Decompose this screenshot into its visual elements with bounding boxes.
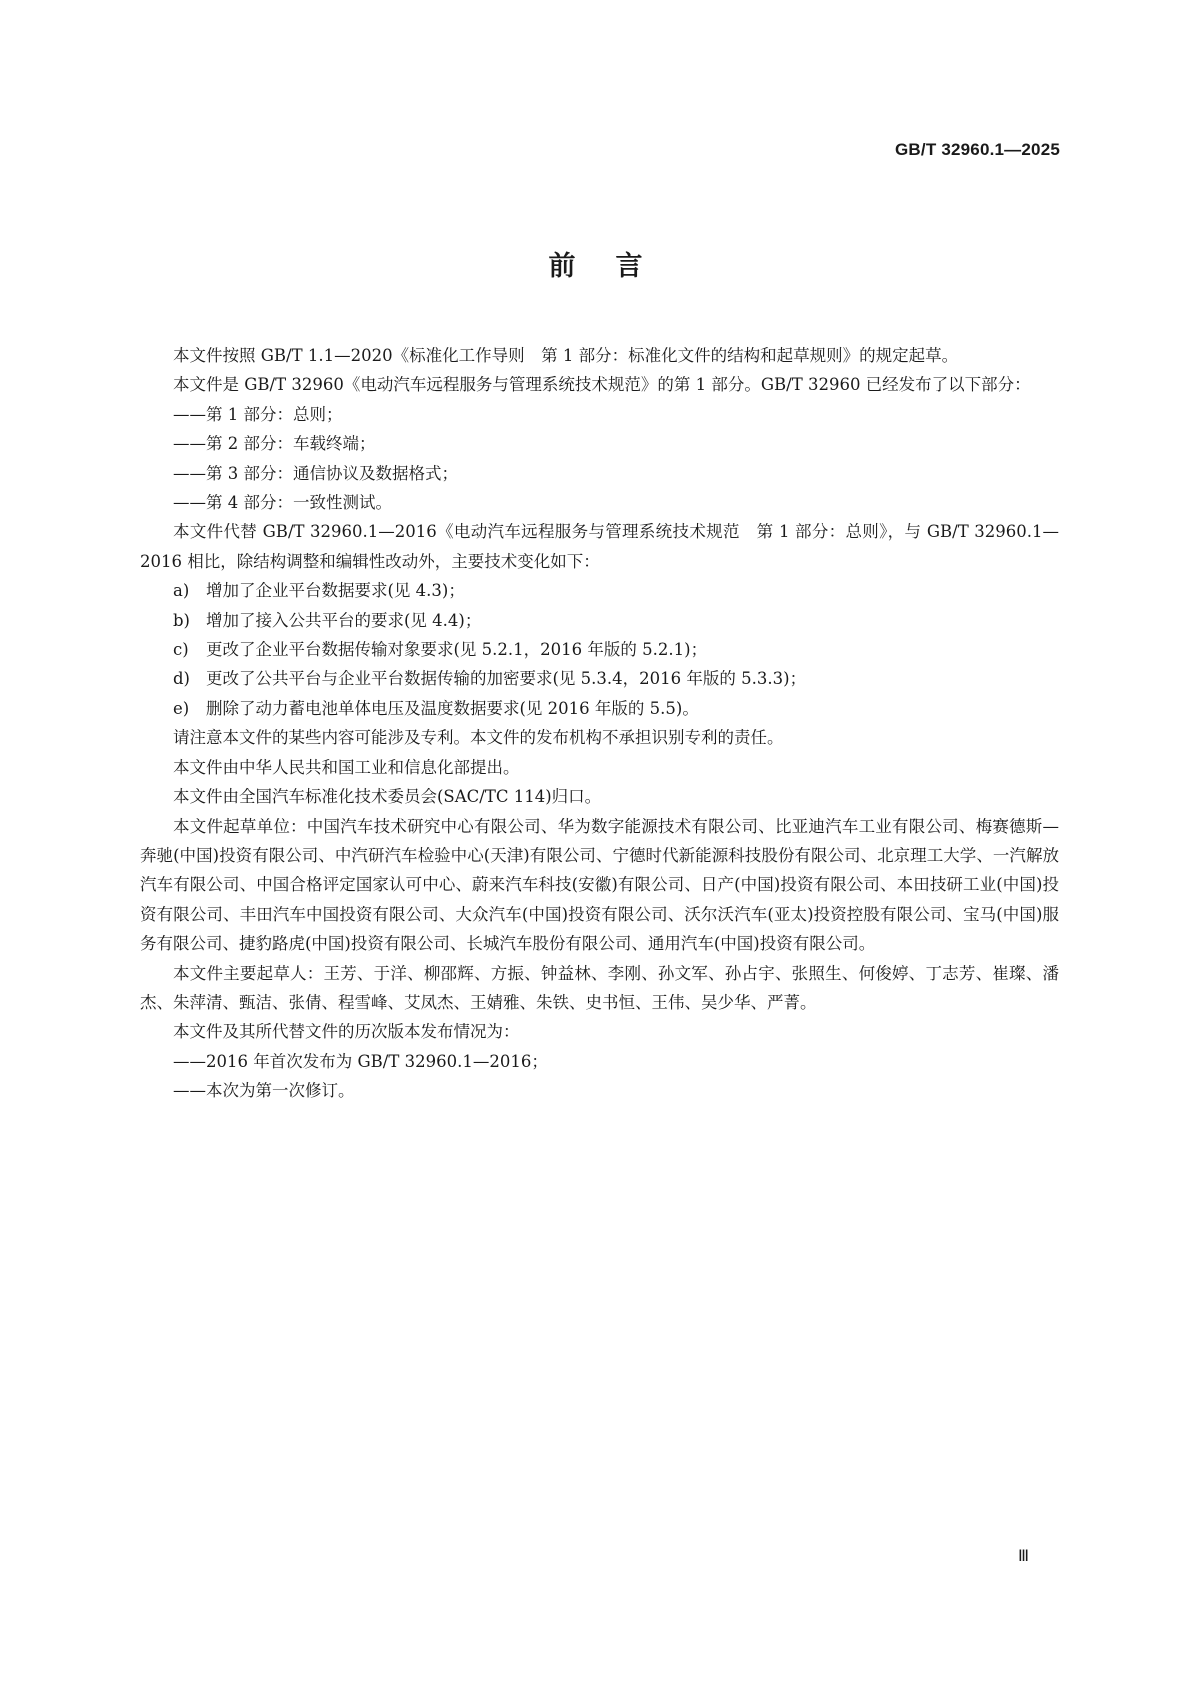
list-item-change — [140, 606, 1059, 635]
list-item-part: ——第 3 部分：通信协议及数据格式； — [173, 463, 458, 483]
document-code: GB/T 32960.1—2025 — [895, 140, 1060, 159]
list-item-part: ——第 1 部分：总则； — [173, 404, 343, 424]
paragraph-patent-notice: 请注意本文件的某些内容可能涉及专利。本文件的发布机构不承担识别专利的责任。 — [173, 728, 784, 748]
page-number: Ⅲ — [1017, 1548, 1029, 1565]
list-marker: c) — [173, 640, 189, 660]
list-item-part: ——第 4 部分：一致性测试。 — [173, 493, 392, 513]
list-item-text: 增加了接入公共平台的要求(见 4.4)； — [206, 610, 482, 630]
list-marker: e) — [173, 698, 190, 718]
paragraph-committee: 本文件由全国汽车标准化技术委员会(SAC/TC 114)归口。 — [173, 787, 602, 807]
paragraph-proposer: 本文件由中华人民共和国工业和信息化部提出。 — [173, 757, 520, 777]
list-marker: b) — [173, 610, 190, 630]
list-marker: a) — [173, 581, 190, 601]
list-item-text: 更改了公共平台与企业平台数据传输的加密要求(见 5.3.4，2016 年版的 5.3.3)； — [206, 669, 807, 689]
paragraph-history-intro: 本文件及其所代替文件的历次版本发布情况为： — [173, 1022, 520, 1042]
list-item-history: ——本次为第一次修订。 — [173, 1081, 355, 1101]
list-marker: d) — [173, 669, 190, 689]
paragraph-drafting-rules: 本文件按照 GB/T 1.1—2020《标准化工作导则 第 1 部分：标准化文件的结构和起草规则》的规定起草。 — [173, 346, 959, 365]
list-item-change — [140, 576, 1059, 605]
paragraph-replacement: 本文件代替 GB/T 32960.1—2016《电动汽车远程服务与管理系统技术规范 第 1 部分：总则》，与 GB/T 32960.1—2016 相比，除结构调整和编辑性改动外，主要技术变化如下： — [140, 522, 1059, 571]
list-item-text: 增加了企业平台数据要求(见 4.3)； — [206, 581, 465, 601]
list-item-text: 更改了企业平台数据传输对象要求(见 5.2.1，2016 年版的 5.2.1)； — [206, 640, 708, 660]
paragraph-drafters: 本文件主要起草人：王芳、于洋、柳邵辉、方振、钟益林、李刚、孙文军、孙占宇、张照生、何俊婷、丁志芳、崔璨、潘杰、朱萍清、甄洁、张倩、程雪峰、艾凤杰、王婧雅、朱铁、史书恒、王伟、吴少华、严菁。 — [140, 963, 1059, 1012]
list-item-part: ——第 2 部分：车载终端； — [173, 434, 376, 454]
list-item-history: ——2016 年首次发布为 GB/T 32960.1—2016； — [173, 1051, 548, 1071]
paragraph-drafting-units: 本文件起草单位：中国汽车技术研究中心有限公司、华为数字能源技术有限公司、比亚迪汽车工业有限公司、梅赛德斯—奔驰(中国)投资有限公司、中汽研汽车检验中心(天津)有限公司、宁德时代新能源科技股份有限公司、北京理工大学、一汽解放汽车有限公司、中国合格评定国家认可中心、蔚来汽车科技(安徽)有限公司、日产(中国)投资有限公司、本田技研工业(中国)投资有限公司、丰田汽车中国投资有限公司、大众汽车(中国)投资有限公司、沃尔沃汽车(亚太)投资控股有限公司、宝马(中国)服务有限公司、捷豹路虎(中国)投资有限公司、长城汽车股份有限公司、通用汽车(中国)投资有限公司。 — [140, 816, 1059, 954]
list-item-change — [140, 635, 1059, 664]
list-item-change — [140, 694, 1059, 723]
list-item-change — [140, 664, 1059, 693]
page-title: 前言 — [548, 251, 683, 282]
list-item-text: 删除了动力蓄电池单体电压及温度数据要求(见 2016 年版的 5.5)。 — [206, 698, 699, 718]
document-body — [140, 341, 1059, 1106]
paragraph-series-intro: 本文件是 GB/T 32960《电动汽车远程服务与管理系统技术规范》的第 1 部分。GB/T 32960 已经发布了以下部分： — [173, 375, 1031, 395]
